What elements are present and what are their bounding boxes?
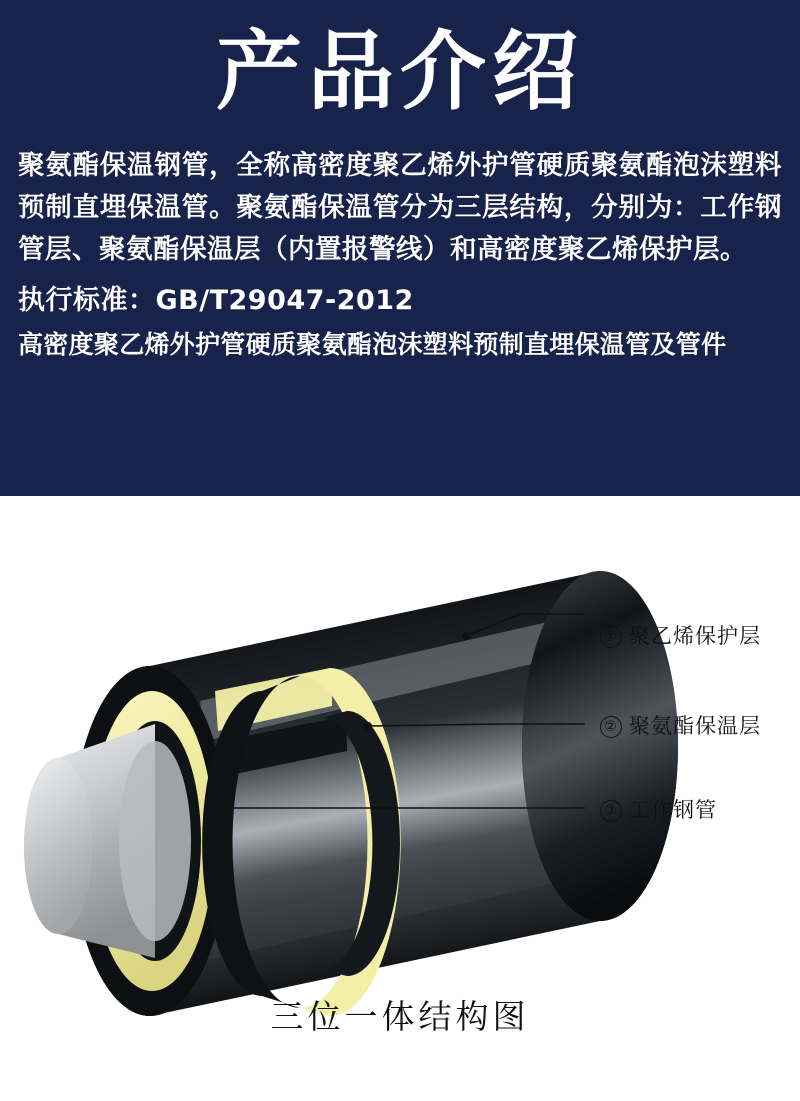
callout-label-3: 工作钢管 [629,798,717,822]
structure-figure [0,496,800,1101]
callout-label-2: 聚氨酯保温层 [629,714,761,738]
figure-caption: 三位一体结构图 [270,997,530,1036]
callout-label-1: 聚乙烯保护层 [629,624,761,648]
standard-line: 执行标准：GB/T29047-2012 [18,285,414,317]
callout-steel-pipe [600,794,717,824]
intro-banner [0,0,800,496]
callout-polyurethane-layer [600,710,761,740]
callout-number-1: ① [600,626,622,648]
steel-pipe [24,724,191,958]
callout-number-3: ③ [600,800,622,822]
callout-polyethylene-layer [600,620,761,650]
page-title: 产品介绍 [216,22,584,122]
intro-paragraph: 聚氨酯保温钢管，全称高密度聚乙烯外护管硬质聚氨酯泡沫塑料预制直埋保温管。聚氨酯保温管分为三层结构，分别为：工作钢管层、聚氨酯保温层（内置报警线）和高密度聚乙烯保护层。 [18,150,782,266]
callout-number-2: ② [600,716,622,738]
standard-description: 高密度聚乙烯外护管硬质聚氨酯泡沫塑料预制直埋保温管及管件 [18,329,727,359]
